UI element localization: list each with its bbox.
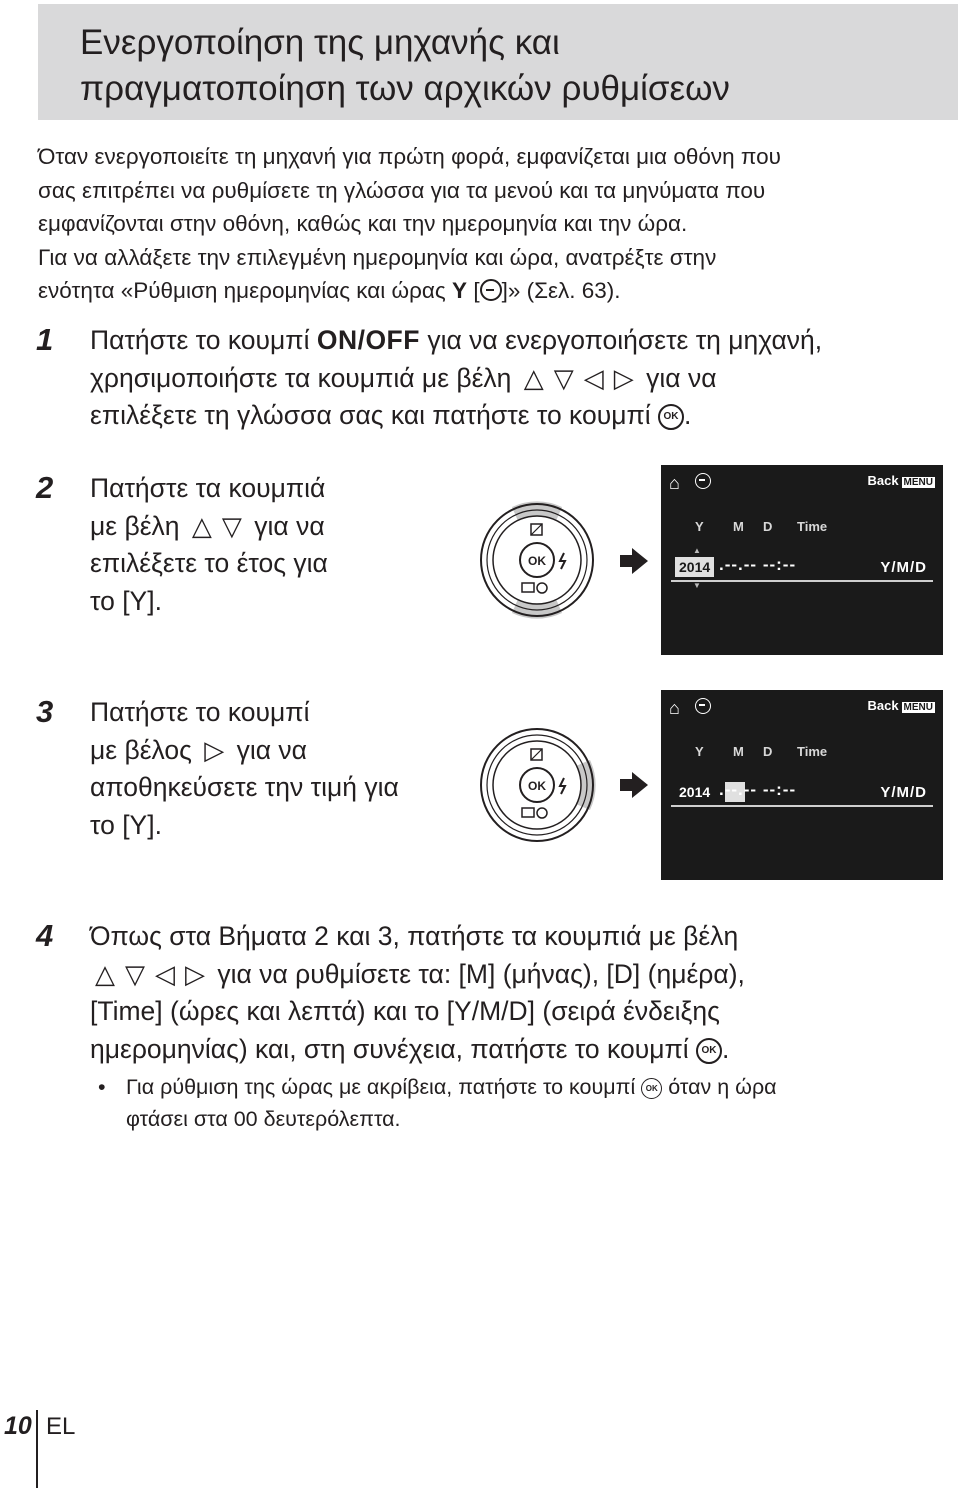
bullet-note <box>98 1072 938 1135</box>
arrow-right-indicator-icon <box>618 545 650 577</box>
col-time: Time <box>797 519 828 534</box>
home-icon: ⌂ <box>669 473 680 493</box>
step-text: . <box>722 1033 730 1064</box>
camera-screen-step-3 <box>661 690 943 880</box>
step-text: με βέλος <box>90 734 192 765</box>
intro-line: σας επιτρέπει να ρυθμίσετε τη γλώσσα για τα μενού και τα μηνύματα που <box>38 177 766 203</box>
clock-icon <box>695 473 711 489</box>
col-d: D <box>763 519 773 534</box>
down-caret-icon: ▼ <box>693 581 701 590</box>
menu-tag: MENU <box>903 702 933 713</box>
arrow-up-icon: △ <box>95 958 115 989</box>
step-line: αποθηκεύσετε την τιμή για <box>90 772 399 802</box>
step-line <box>90 360 950 398</box>
menu-tag: MENU <box>903 477 933 488</box>
step-3-text <box>90 694 470 844</box>
arrow-down-icon: ▽ <box>553 362 574 393</box>
arrow-pad-dial-right <box>472 720 602 850</box>
ok-label: OK <box>528 779 546 793</box>
arrow-right-indicator-icon <box>618 769 650 801</box>
step-text: για να <box>646 362 717 393</box>
camera-screen-step-2 <box>661 465 943 655</box>
step-2-text <box>90 470 470 620</box>
intro-line: εμφανίζονται στην οθόνη, καθώς και την ημερομηνία και την ώρα. <box>38 211 688 236</box>
step-number-1: 1 <box>36 322 54 357</box>
back-text: Back <box>867 473 899 488</box>
up-caret-icon: ▲ <box>693 546 701 555</box>
step-number-2: 2 <box>36 470 54 505</box>
col-y: Y <box>695 744 704 759</box>
arrow-pad-dial-up-down <box>472 495 602 625</box>
intro-text: [ <box>473 278 480 303</box>
step-text: ημερομηνίας) και, στη συνέχεια, πατήστε το κουμπί <box>90 1033 689 1064</box>
step-line <box>90 322 950 360</box>
intro-line <box>38 274 943 308</box>
step-line <box>90 1031 940 1069</box>
flash-icon <box>560 553 565 569</box>
back-label <box>867 698 935 713</box>
self-timer-icon <box>537 808 547 818</box>
step-line <box>90 508 470 546</box>
date-order: Y/M/D <box>880 559 927 576</box>
title-line-2: πραγματοποίηση των αρχικών ρυθμίσεων <box>80 69 730 108</box>
page-title <box>80 20 940 112</box>
bullet-line: φτάσει στα 00 δευτερόλεπτα. <box>126 1106 401 1131</box>
step-text: για να <box>236 734 307 765</box>
col-m: M <box>733 744 744 759</box>
arrow-down-icon: ▽ <box>221 510 242 541</box>
step-line: [Time] (ώρες και λεπτά) και το [Y/M/D] (σειρά ένδειξης <box>90 996 720 1026</box>
arrow-left-icon: ◁ <box>155 958 175 989</box>
arrow-left-icon: ◁ <box>583 362 604 393</box>
col-m: M <box>733 519 744 534</box>
clock-icon <box>695 698 711 714</box>
arrow-up-icon: △ <box>523 362 544 393</box>
step-line <box>90 956 940 994</box>
step-line: Πατήστε το κουμπί <box>90 697 310 727</box>
col-d: D <box>763 744 773 759</box>
bullet-text <box>126 1072 938 1135</box>
step-text: Πατήστε το κουμπί <box>90 325 310 355</box>
step-line <box>90 732 470 770</box>
arrow-right-icon: ▷ <box>613 362 634 393</box>
on-off-button-label: ON/OFF <box>316 325 420 355</box>
intro-paragraph <box>38 140 943 308</box>
col-time: Time <box>797 744 828 759</box>
step-text: . <box>684 400 692 430</box>
ok-button-icon: OK <box>696 1038 722 1064</box>
step-number-4: 4 <box>36 918 54 953</box>
wrench-icon: Y <box>452 278 468 303</box>
arrow-up-icon: △ <box>191 510 212 541</box>
step-1-text <box>90 322 950 435</box>
year-field: 2014 <box>679 784 711 800</box>
step-line: επιλέξετε το έτος για <box>90 548 328 578</box>
step-text: χρησιμοποιήστε τα κουμπιά με βέλη <box>90 362 512 393</box>
back-text: Back <box>867 698 899 713</box>
step-text: για να <box>254 510 325 541</box>
step-number-3: 3 <box>36 694 54 729</box>
step-line: Πατήστε τα κουμπιά <box>90 473 326 503</box>
drive-icon <box>522 808 534 817</box>
step-text: με βέλη <box>90 510 180 541</box>
title-line-1: Ενεργοποίηση της μηχανής και <box>80 23 560 62</box>
date-rest: .--.-- --:-- <box>719 780 797 799</box>
intro-text: ενότητα «Ρύθμιση ημερομηνίας και ώρας <box>38 278 446 303</box>
arrow-down-icon: ▽ <box>125 958 145 989</box>
step-text: επιλέξετε τη γλώσσα σας και πατήστε το κουμπί <box>90 400 651 430</box>
back-label <box>867 473 935 488</box>
step-line: το [Y]. <box>90 809 162 840</box>
footer-divider <box>36 1410 38 1488</box>
step-line: Όπως στα Βήματα 2 και 3, πατήστε τα κουμπιά με βέλη <box>90 921 739 951</box>
intro-line: Όταν ενεργοποιείτε τη μηχανή για πρώτη φορά, εμφανίζεται μια οθόνη που <box>38 144 781 169</box>
drive-icon <box>522 583 534 592</box>
intro-text: ]» (Σελ. 63). <box>501 278 621 303</box>
ok-button-icon: OK <box>658 404 684 430</box>
step-text: για να ενεργοποιήσετε τη μηχανή, <box>427 325 823 355</box>
clock-icon <box>480 279 502 301</box>
bullet-line: όταν η ώρα <box>668 1075 777 1099</box>
year-field: 2014 <box>675 557 714 577</box>
ok-button-icon: OK <box>641 1078 662 1099</box>
home-icon: ⌂ <box>669 698 680 718</box>
bullet-line: Για ρύθμιση της ώρας με ακρίβεια, πατήστε το κουμπί <box>126 1075 636 1099</box>
flash-icon <box>560 778 565 794</box>
step-line: το [Y]. <box>90 585 162 616</box>
step-text: για να ρυθμίσετε τα: [M] (μήνας), [D] (ημέρα), <box>217 958 745 989</box>
arrow-right-icon: ▷ <box>204 734 225 765</box>
arrow-right-icon: ▷ <box>185 958 205 989</box>
intro-line: Για να αλλάξετε την επιλεγμένη ημερομηνία και ώρα, ανατρέξτε στην <box>38 244 717 270</box>
date-order: Y/M/D <box>880 784 927 801</box>
bullet-dot: • <box>98 1075 106 1099</box>
step-4-text <box>90 918 940 1068</box>
page-number: 10 <box>4 1412 32 1440</box>
step-line <box>90 397 950 435</box>
date-rest: .--.-- --:-- <box>719 555 797 574</box>
ok-label: OK <box>528 554 546 568</box>
self-timer-icon <box>537 583 547 593</box>
col-y: Y <box>695 519 704 534</box>
language-code: EL <box>46 1413 76 1440</box>
